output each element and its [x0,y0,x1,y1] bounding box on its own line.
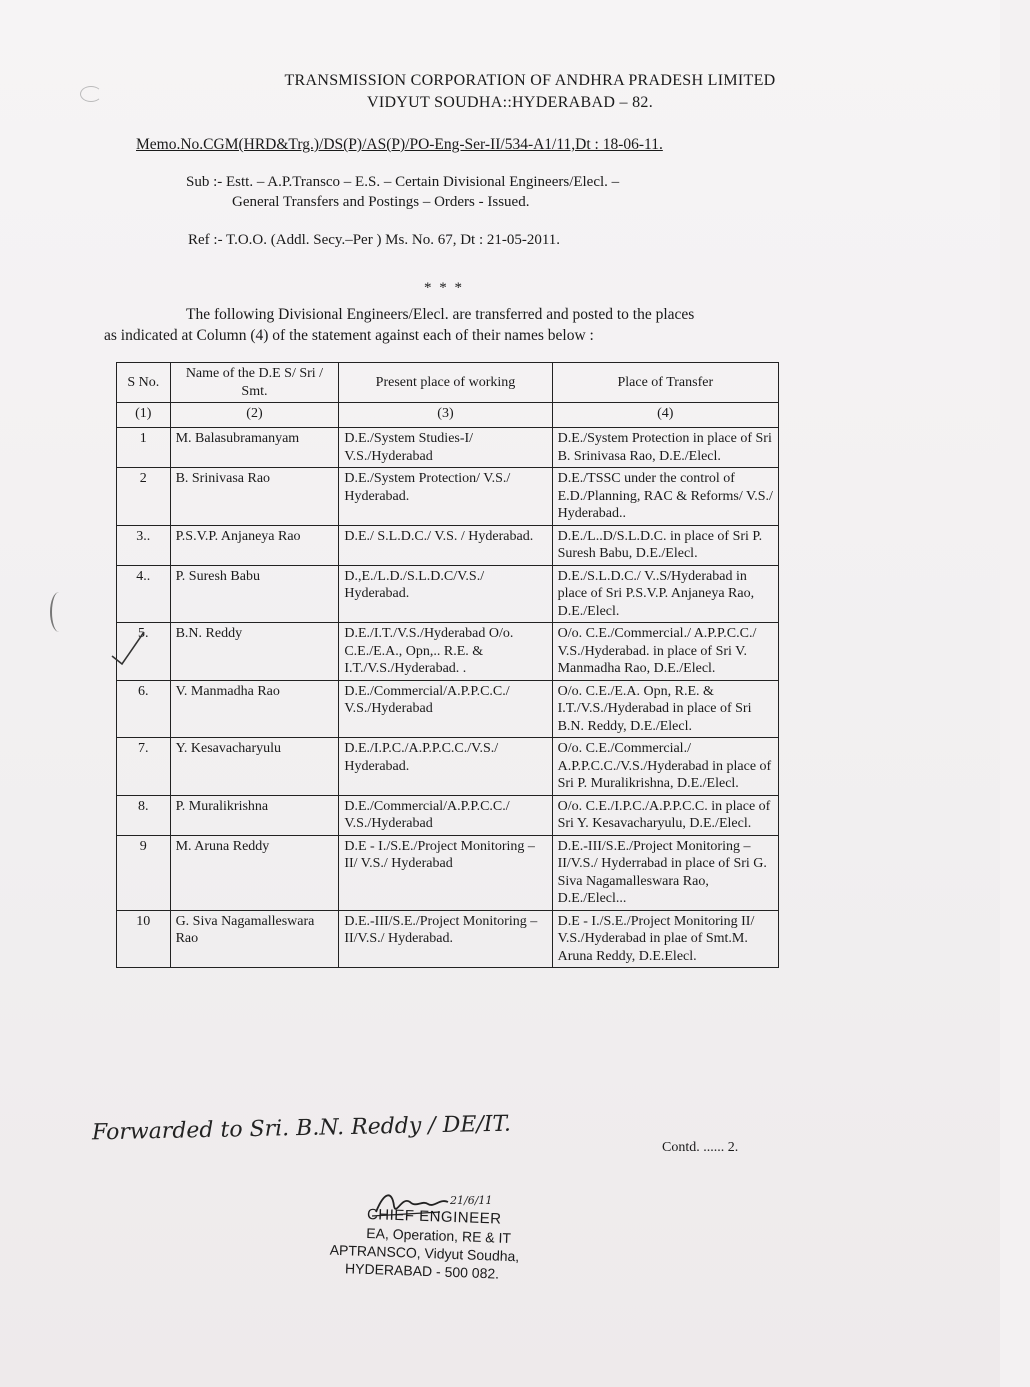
stamp-line-3: APTRANSCO, Vidyut Soudha, [329,1241,520,1265]
subject [186,172,619,212]
cell-name: M. Balasubramanyam [170,428,339,468]
cell-name: P. Muralikrishna [170,795,339,835]
cell-name: P.S.V.P. Anjaneya Rao [170,525,339,565]
memo-number: Memo.No.CGM(HRD&Trg.)/DS(P)/AS(P)/PO-Eng-Ser-II/534-A1/11,Dt : 18-06-11. [136,136,663,153]
transfer-table [116,362,779,968]
cell-sno: 8. [117,795,171,835]
header-present: Present place of working [339,363,552,403]
intro-paragraph [104,304,794,346]
cell-transfer: D.E./TSSC under the control of E.D./Planning, RAC & Reforms/ V.S./ Hyderabad.. [552,468,778,526]
col-number: (1) [117,403,171,428]
cell-name: B. Srinivasa Rao [170,468,339,526]
cell-transfer: D.E.-III/S.E./Project Monitoring – II/V.S./ Hyderrabad in place of Sri G. Siva Nagamalleswara Rao, D.E./Elecl... [552,835,778,910]
cell-name: B.N. Reddy [170,623,339,681]
cell-sno: 1 [117,428,171,468]
organization-address: VIDYUT SOUDHA::HYDERABAD – 82. [366,94,654,111]
pen-tick-mark-icon [108,628,148,668]
cell-transfer: D.E./L..D/S.L.D.C. in place of Sri P. Suresh Babu, D.E./Elecl. [552,525,778,565]
cell-sno: 10 [117,910,171,968]
cell-name: G. Siva Nagamalleswara Rao [170,910,339,968]
subject-line-1: Sub :- Estt. – A.P.Transco – E.S. – Certain Divisional Engineers/Elecl. – [186,174,620,190]
cell-sno: 9 [117,835,171,910]
table-row [117,525,779,565]
cell-sno: 2 [117,468,171,526]
table-row [117,835,779,910]
organization-name: TRANSMISSION CORPORATION OF ANDHRA PRADESH LIMITED [284,72,776,89]
cell-present: D.E./System Protection/ V.S./ Hyderabad. [339,468,552,526]
col-number: (3) [339,403,552,428]
continued-note: Contd. ...... 2. [662,1140,739,1155]
cell-transfer: O/o. C.E./I.P.C./A.P.P.C.C. in place of Sri Y. Kesavacharyulu, D.E./Elecl. [552,795,778,835]
cell-present: D.E./System Studies-I/ V.S./Hyderabad [339,428,552,468]
cell-present: D.E./Commercial/A.P.P.C.C./ V.S./Hyderabad [339,795,552,835]
cell-present: D.E./I.T./V.S./Hyderabad O/o. C.E./E.A., Opn,.. R.E. & I.T./V.S./Hyderabad. . [339,623,552,681]
header-transfer: Place of Transfer [552,363,778,403]
table-column-numbers [117,403,779,428]
cell-transfer: D.E - I./S.E./Project Monitoring II/ V.S./Hyderabad in plae of Smt.M. Aruna Reddy, D.E.Elecl. [552,910,778,968]
signature-date: 21/6/11 [450,1194,493,1207]
cell-present: D.E.-III/S.E./Project Monitoring – II/V.S./ Hyderabad. [339,910,552,968]
table-row [117,468,779,526]
officer-stamp [329,1205,521,1284]
table-row [117,795,779,835]
intro-line-1: The following Divisional Engineers/Elecl. are transferred and posted to the places [186,306,695,323]
cell-name: P. Suresh Babu [170,565,339,623]
table-header-row [117,363,779,403]
cell-transfer: O/o. C.E./E.A. Opn, R.E. & I.T./V.S./Hyderabad in place of Sri B.N. Reddy, D.E./Elecl. [552,680,778,738]
cell-sno: 3.. [117,525,171,565]
cell-sno: 6. [117,680,171,738]
table-row [117,910,779,968]
cell-transfer: O/o. C.E./Commercial./ A.P.P.C.C./ V.S./Hyderabad. in place of Sri V. Manmadha Rao, D.E./Elecl. [552,623,778,681]
cell-transfer: D.E./System Protection in place of Sri B. Srinivasa Rao, D.E./Elecl. [552,428,778,468]
handwritten-forward-note: Forwarded to Sri. B.N. Reddy / DE/IT. [91,1111,512,1146]
cell-sno: 7. [117,738,171,796]
header-sno: S No. [117,363,171,403]
intro-line-2: as indicated at Column (4) of the statement against each of their names below : [104,327,594,344]
table-row [117,428,779,468]
cell-transfer: D.E./S.L.D.C./ V..S/Hyderabad in place of Sri P.S.V.P. Anjaneya Rao, D.E./Elecl. [552,565,778,623]
separator-stars: * * * [424,280,464,296]
table-row [117,738,779,796]
cell-present: D.,E./L.D./S.L.D.C/V.S./ Hyderabad. [339,565,552,623]
table-row [117,565,779,623]
cell-transfer: O/o. C.E./Commercial./ A.P.P.C.C./V.S./Hyderabad in place of Sri P. Muralikrishna, D.E./Elecl. [552,738,778,796]
cell-sno: 4.. [117,565,171,623]
cell-present: D.E./ S.L.D.C./ V.S. / Hyderabad. [339,525,552,565]
cell-sno: 5. [117,623,171,681]
col-number: (2) [170,403,339,428]
stamp-line-2: EA, Operation, RE & IT [366,1224,512,1246]
cell-name: Y. Kesavacharyulu [170,738,339,796]
cell-name: M. Aruna Reddy [170,835,339,910]
cell-present: D.E./I.P.C./A.P.P.C.C./V.S./ Hyderabad. [339,738,552,796]
cell-name: V. Manmadha Rao [170,680,339,738]
table-row [117,623,779,681]
margin-mark [50,592,68,632]
header-name: Name of the D.E S/ Sri / Smt. [170,363,339,403]
stamp-line-4: HYDERABAD - 500 082. [344,1260,500,1282]
cell-present: D.E./Commercial/A.P.P.C.C./ V.S./Hyderabad [339,680,552,738]
stamp-title: CHIEF ENGINEER [366,1205,502,1228]
col-number: (4) [552,403,778,428]
cell-present: D.E - I./S.E./Project Monitoring –II/ V.S./ Hyderabad [339,835,552,910]
subject-line-2: General Transfers and Postings – Orders - Issued. [232,194,530,210]
table-row [117,680,779,738]
reference: Ref :- T.O.O. (Addl. Secy.–Per ) Ms. No. 67, Dt : 21-05-2011. [188,232,561,248]
